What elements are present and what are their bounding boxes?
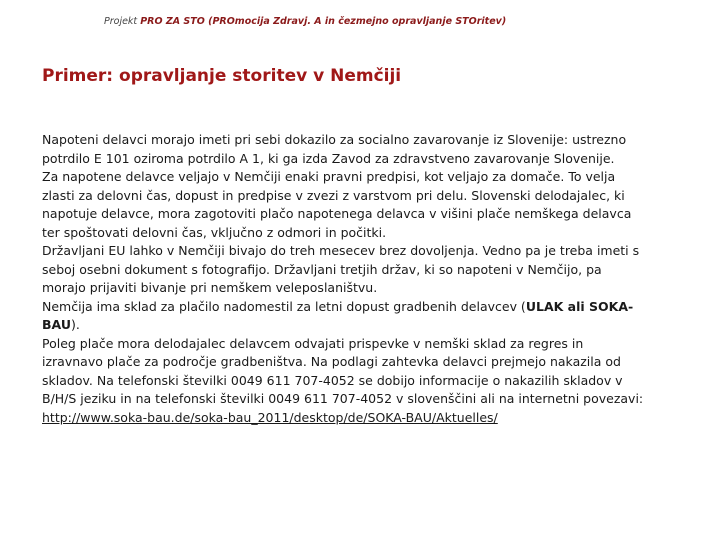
- slide-title: Primer: opravljanje storitev v Nemčiji: [42, 66, 402, 86]
- sklad-name-part-2: BAU: [42, 317, 71, 332]
- body-line: zlasti za delovni čas, dopust in predpise v zvezi z varstvom pri delu. Slovenski delodajalec, ki: [42, 187, 625, 203]
- sklad-line: [42, 298, 690, 317]
- body-line: napotuje delavce, mora zagotoviti plačo napotenega delavca v višini plače nemškega delavca: [42, 206, 632, 221]
- link-line: [42, 409, 690, 428]
- body-line: izravnavo plače za področje gradbeništva. Na podlagi zahtevka delavci prejmejo nakazila od: [42, 354, 621, 369]
- sklad-line-continued: [42, 316, 690, 335]
- body-line: Napoteni delavci morajo imeti pri sebi dokazilo za socialno zavarovanje iz Slovenije: ustrezno: [42, 132, 627, 147]
- body-line: potrdilo E 101 oziroma potrdilo A 1, ki ga izda Zavod za zdravstveno zavarovanje Slovenije.: [42, 150, 615, 166]
- sklad-prefix: Nemčija ima sklad za plačilo nadomestil za letni dopust gradbenih delavcev (: [42, 298, 526, 314]
- body-line: skladov. Na telefonski številki 0049 611 707-4052 se dobijo informacije o nakazilih skladov v: [42, 372, 623, 388]
- body-text: [42, 131, 690, 427]
- project-prefix: Projekt: [104, 16, 141, 27]
- sklad-name-part-1: ULAK ali SOKA-: [525, 298, 634, 314]
- body-line: seboj osebni dokument s fotografijo. Državljani tretjih držav, ki so napoteni v Nemčijo, pa: [42, 261, 602, 277]
- sklad-suffix: ).: [70, 317, 80, 332]
- body-line: Za napotene delavce veljajo v Nemčiji enaki pravni predpisi, kot veljajo za domače. To velja: [42, 169, 616, 184]
- body-line: ter spoštovati delovni čas, vključno z odmori in počitki.: [42, 224, 387, 240]
- body-line: Poleg plače mora delodajalec delavcem odvajati prispevke v nemški sklad za regres in: [42, 335, 584, 351]
- soka-bau-link[interactable]: http://www.soka-bau.de/soka-bau_2011/desktop/de/SOKA-BAU/Aktuelles/: [42, 409, 498, 425]
- project-title: PRO ZA STO (PROmocija Zdravj. A in čezmejno opravljanje STOritev): [140, 16, 507, 27]
- body-line: morajo prijaviti bivanje pri nemškem veleposlaništvu.: [42, 280, 378, 295]
- body-line: B/H/S jeziku in na telefonski številki 0049 611 707-4052 v slovenščini ali na internetni povezavi:: [42, 391, 644, 406]
- body-line: Državljani EU lahko v Nemčiji bivajo do treh mesecev brez dovoljenja. Vedno pa je treba imeti s: [42, 243, 640, 258]
- project-header: [104, 16, 506, 27]
